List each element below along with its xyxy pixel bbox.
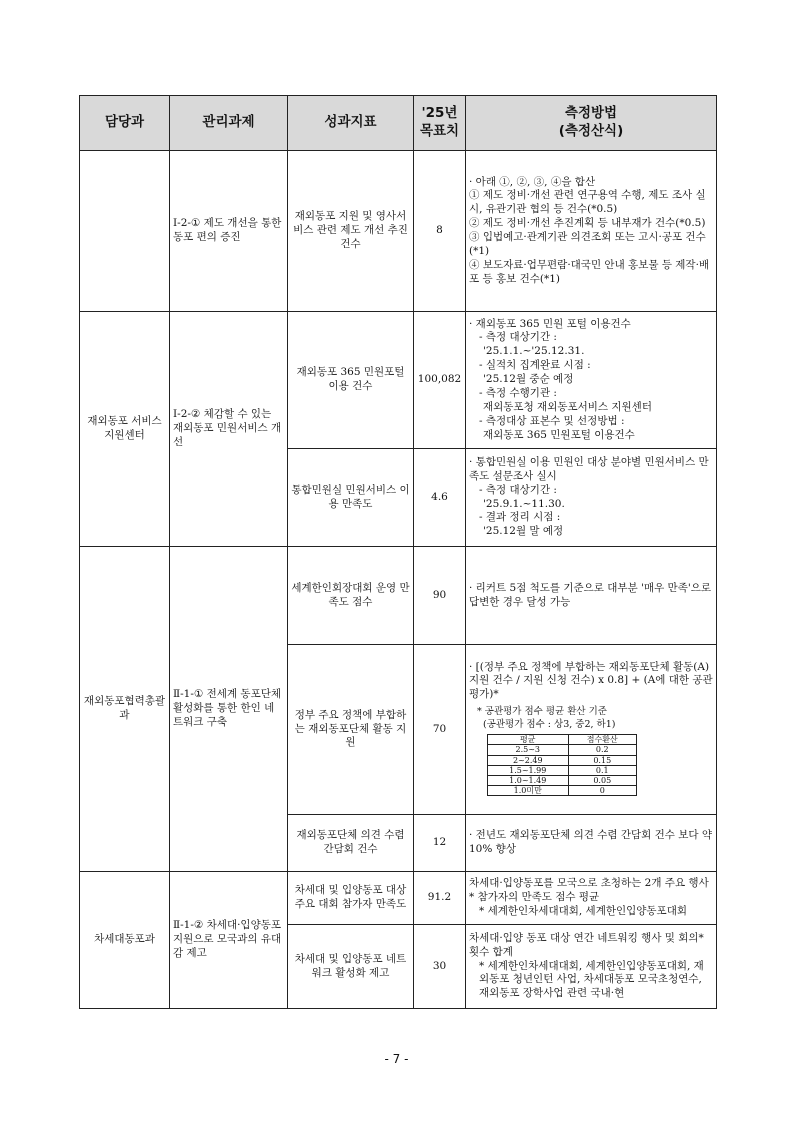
method-line: · 리커트 5점 척도를 기준으로 대부분 '매우 만족'으로 답변한 경우 달성 가능 bbox=[469, 581, 712, 608]
conversion-note-scores: (공관평가 점수 : 상3, 중2, 하1) bbox=[483, 718, 616, 730]
conversion-score: 0.15 bbox=[568, 755, 636, 765]
method-line: '25.9.1.~11.30. bbox=[483, 497, 565, 510]
conversion-header-row bbox=[488, 735, 637, 745]
indicator-cell: 재외동포 365 민원포털 이용 건수 bbox=[288, 312, 414, 449]
target-cell: 12 bbox=[414, 815, 466, 872]
conversion-average: 2~2.49 bbox=[488, 755, 569, 765]
method-cell bbox=[466, 151, 717, 312]
header-target-line1: '25년 bbox=[421, 105, 458, 122]
method-line: - 측정 수행기관 : bbox=[479, 386, 557, 399]
header-method bbox=[466, 96, 717, 151]
method-cell bbox=[466, 645, 717, 815]
method-line: · 재외동포 365 민원 포털 이용건수 bbox=[469, 317, 631, 330]
dept-cell: 재외동포협력총괄과 bbox=[80, 547, 170, 872]
method-line: '25.1.1.~'25.12.31. bbox=[483, 345, 585, 358]
method-line: - 실적치 집계완료 시점 : bbox=[479, 359, 591, 372]
method-line: - 측정대상 표본수 및 선정방법 : bbox=[479, 414, 625, 427]
header-target-line2: 목표치 bbox=[419, 123, 460, 139]
method-line: · [(정부 주요 정책에 부합하는 재외동포단체 활동(A) 지원 건수 / 지원 신청 건수) x 0.8] + (A에 대한 공관 평가)* bbox=[469, 660, 713, 701]
task-cell: Ⅱ-1-① 전세계 동포단체 활성화를 통한 한인 네트워크 구축 bbox=[170, 547, 288, 872]
conversion-average: 1.0~1.49 bbox=[488, 776, 569, 786]
conversion-row bbox=[488, 786, 637, 796]
conversion-average: 1.0미만 bbox=[488, 786, 569, 796]
conversion-note: * 공관평가 점수 평균 환산 기준 bbox=[477, 706, 607, 718]
conversion-row bbox=[488, 765, 637, 775]
conversion-score: 0 bbox=[568, 786, 636, 796]
conversion-average: 1.5~1.99 bbox=[488, 765, 569, 775]
task-cell: Ⅰ-2-① 제도 개선을 통한 동포 편의 증진 bbox=[170, 151, 288, 312]
method-line: ③ 입법예고·관계기관 의견조회 또는 고시·공포 건수(*1) bbox=[469, 231, 706, 257]
target-cell: 90 bbox=[414, 547, 466, 645]
dept-cell: 차세대동포과 bbox=[80, 872, 170, 1009]
conversion-header-score: 점수환산 bbox=[568, 735, 636, 745]
indicator-cell: 통합민원실 민원서비스 이용 만족도 bbox=[288, 449, 414, 547]
indicator-cell: 재외동포단체 의견 수렴 간담회 건수 bbox=[288, 815, 414, 872]
conversion-row bbox=[488, 755, 637, 765]
method-line: * 세계한인차세대대회, 세계한인입양동포대회 bbox=[479, 904, 687, 917]
method-line: 차세대·입양동포를 모국으로 초청하는 2개 주요 행사* 참가자의 만족도 점수 평균 bbox=[469, 877, 709, 904]
target-cell: 8 bbox=[414, 151, 466, 312]
header-target bbox=[414, 96, 466, 151]
score-conversion-table bbox=[487, 734, 637, 796]
header-dept: 담당과 bbox=[80, 96, 170, 151]
page-number: - 7 - bbox=[384, 1052, 409, 1066]
indicator-cell: 재외동포 지원 및 영사서비스 관련 제도 개선 추진 건수 bbox=[288, 151, 414, 312]
table-row bbox=[80, 151, 717, 312]
dept-cell: 재외동포 서비스지원센터 bbox=[80, 312, 170, 547]
table-row bbox=[80, 547, 717, 645]
task-cell: Ⅰ-2-② 체감할 수 있는 재외동포 민원서비스 개선 bbox=[170, 312, 288, 547]
method-line: 차세대·입양 동포 대상 연간 네트워킹 행사 및 회의* 횟수 합계 bbox=[469, 931, 704, 958]
method-cell bbox=[466, 312, 717, 449]
method-cell bbox=[466, 449, 717, 547]
method-line: ② 제도 정비·개선 추진계획 등 내부재가 건수(*0.5) bbox=[469, 217, 706, 230]
method-line: '25.12월 말 예정 bbox=[483, 525, 564, 538]
conversion-average: 2.5~3 bbox=[488, 745, 569, 755]
method-line: '25.12월 중순 예정 bbox=[483, 373, 574, 386]
method-line: · 전년도 재외동포단체 의견 수렴 간담회 건수 보다 약 10% 향상 bbox=[469, 829, 713, 855]
method-line: 재외동포청 재외동포서비스 지원센터 bbox=[483, 400, 652, 413]
table-row bbox=[80, 872, 717, 925]
method-line: * 세계한인차세대대회, 세계한인입양동포대회, 재외동포 청년인턴 사업, 차세대동포 모국초청연수, 재외동포 장학사업 관련 국내·현 bbox=[479, 959, 704, 1000]
header-indicator: 성과지표 bbox=[288, 96, 414, 151]
indicator-cell: 차세대 및 입양동포 네트워크 활성화 제고 bbox=[288, 925, 414, 1009]
header-row bbox=[80, 96, 717, 151]
target-cell: 70 bbox=[414, 645, 466, 815]
target-cell: 100,082 bbox=[414, 312, 466, 449]
method-cell bbox=[466, 815, 717, 872]
dept-cell bbox=[80, 151, 170, 312]
method-line: - 측정 대상기간 : bbox=[479, 331, 557, 344]
method-line: - 측정 대상기간 : bbox=[479, 483, 557, 496]
header-method-line1: 측정방법 bbox=[564, 105, 618, 122]
header-method-line2: (측정산식) bbox=[558, 123, 624, 139]
conversion-row bbox=[488, 745, 637, 755]
method-line: - 결과 정리 시점 : bbox=[479, 511, 561, 524]
conversion-score: 0.2 bbox=[568, 745, 636, 755]
conversion-header-average: 평균 bbox=[488, 735, 569, 745]
method-cell bbox=[466, 872, 717, 925]
target-cell: 91.2 bbox=[414, 872, 466, 925]
table-row bbox=[80, 312, 717, 449]
target-cell: 30 bbox=[414, 925, 466, 1009]
method-line: · 통합민원실 이용 민원인 대상 분야별 민원서비스 만족도 설문조사 실시 bbox=[469, 455, 709, 482]
method-line: · 아래 ①, ②, ③, ④을 합산 bbox=[469, 175, 596, 188]
performance-indicator-table bbox=[79, 95, 717, 1009]
conversion-row bbox=[488, 776, 637, 786]
method-line: ① 제도 정비·개선 관련 연구용역 수행, 제도 조사 실시, 유관기관 협의 등 건수(*0.5) bbox=[469, 189, 706, 216]
header-task: 관리과제 bbox=[170, 96, 288, 151]
target-cell: 4.6 bbox=[414, 449, 466, 547]
indicator-cell: 차세대 및 입양동포 대상 주요 대회 참가자 만족도 bbox=[288, 872, 414, 925]
task-cell: Ⅱ-1-② 차세대·입양동포 지원으로 모국과의 유대감 제고 bbox=[170, 872, 288, 1009]
conversion-score: 0.05 bbox=[568, 776, 636, 786]
conversion-score: 0.1 bbox=[568, 765, 636, 775]
indicator-cell: 정부 주요 정책에 부합하는 재외동포단체 활동 지원 bbox=[288, 645, 414, 815]
method-line: 재외동포 365 민원포털 이용건수 bbox=[483, 428, 635, 441]
indicator-cell: 세계한인회장대회 운영 만족도 점수 bbox=[288, 547, 414, 645]
method-cell bbox=[466, 925, 717, 1009]
method-line: ④ 보도자료·업무편람·대국민 안내 홍보물 등 제작·배포 등 홍보 건수(*1) bbox=[469, 258, 710, 285]
method-cell bbox=[466, 547, 717, 645]
